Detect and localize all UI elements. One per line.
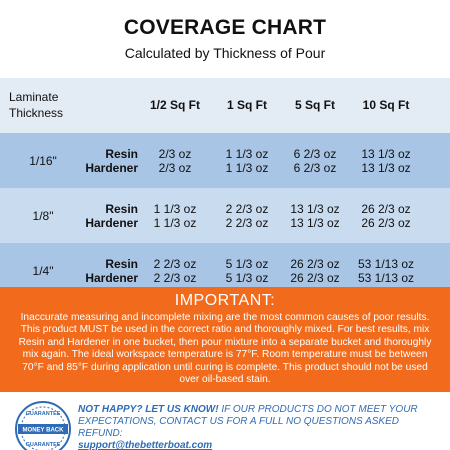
component-labels	[78, 147, 138, 175]
table-cell: 2 2/3 oz 2 2/3 oz	[225, 202, 269, 230]
column-header: 10 Sq Ft	[362, 98, 410, 112]
corner-header-line2: Thickness	[9, 106, 64, 120]
thickness-label: 1/16"	[29, 154, 57, 168]
important-notice	[0, 287, 450, 392]
page-title: COVERAGE CHART	[123, 16, 327, 39]
table-cell: 53 1/13 oz 53 1/13 oz	[357, 257, 415, 285]
refund-text: IF OUR PRODUCTS DO NOT MEET YOUR EXPECTATIONS, CONTACT US FOR A FULL NO QUESTIONS ASKED REFUND:	[78, 404, 418, 439]
badge-bottom-text: GUARANTEE	[25, 442, 61, 448]
table-header-row	[0, 78, 450, 133]
badge-top-text: GUARANTEE	[25, 411, 61, 417]
column-header: 1/2 Sq Ft	[149, 98, 200, 112]
important-title: IMPORTANT:	[174, 292, 276, 309]
table-cell: 26 2/3 oz 26 2/3 oz	[290, 257, 340, 285]
resin-label: Resin	[105, 257, 138, 271]
table-row	[0, 188, 450, 243]
badge-mid-text: MONEY BACK	[22, 427, 64, 434]
table-cell: 1 1/3 oz 1 1/3 oz	[153, 202, 197, 230]
refund-message	[78, 404, 438, 450]
component-labels	[78, 202, 138, 230]
guarantee-footer	[0, 398, 450, 450]
table-cell: 26 2/3 oz 26 2/3 oz	[361, 202, 411, 230]
hardener-label: Hardener	[85, 161, 138, 175]
table-cell: 1 1/3 oz 1 1/3 oz	[225, 147, 269, 175]
column-header: 5 Sq Ft	[294, 98, 335, 112]
refund-lead: NOT HAPPY? LET US KNOW!	[78, 404, 219, 415]
chart-header	[0, 0, 450, 78]
resin-label: Resin	[105, 202, 138, 216]
money-back-guarantee-badge-icon	[14, 400, 72, 450]
table-cell: 2 2/3 oz 2 2/3 oz	[153, 257, 197, 285]
table-cell: 13 1/3 oz 13 1/3 oz	[290, 202, 340, 230]
corner-header	[9, 89, 63, 121]
table-row	[0, 133, 450, 188]
page-subtitle: Calculated by Thickness of Pour	[124, 45, 326, 61]
support-email-link[interactable]: support@thebetterboat.com	[78, 440, 213, 450]
component-labels	[78, 257, 138, 285]
table-cell: 6 2/3 oz 6 2/3 oz	[293, 147, 337, 175]
resin-label: Resin	[105, 147, 138, 161]
thickness-label: 1/4"	[32, 264, 54, 278]
important-body: Inaccurate measuring and incomplete mixing are the most common causes of poor results. This product MUST be used in the correct ratio and thoroughly mixed. For best results, mix Resin and Hardener in one bucket, then pour mixture into a separate bucket and thoroughly mix again. The ideal workspace temperature is 77°F. Room temperature must be between 70°F and 85°F during application until curing is complete. This product should not be used over oil-based stain.	[18, 312, 432, 386]
table-cell: 2/3 oz 2/3 oz	[158, 147, 192, 175]
column-header: 1 Sq Ft	[226, 98, 267, 112]
table-cell: 13 1/3 oz 13 1/3 oz	[361, 147, 411, 175]
thickness-label: 1/8"	[32, 209, 54, 223]
table-cell: 5 1/3 oz 5 1/3 oz	[225, 257, 269, 285]
hardener-label: Hardener	[85, 216, 138, 230]
corner-header-line1: Laminate	[9, 90, 59, 104]
coverage-table	[0, 78, 450, 298]
hardener-label: Hardener	[85, 271, 138, 285]
